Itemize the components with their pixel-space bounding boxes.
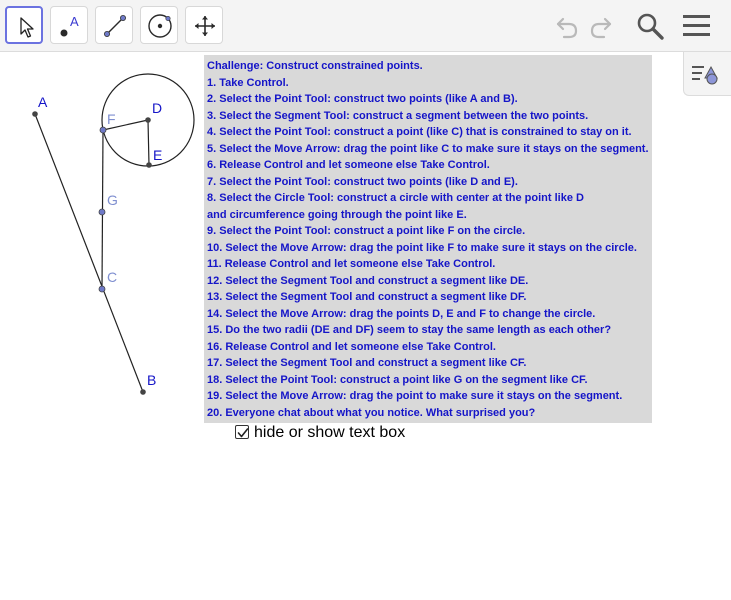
toggle-text-box-label[interactable]: hide or show text box xyxy=(254,424,406,441)
point-F[interactable] xyxy=(100,127,106,133)
segment-AB[interactable] xyxy=(35,114,143,392)
instruction-line: 16. Release Control and let someone else Take Control. xyxy=(207,340,496,353)
label-F: F xyxy=(107,111,116,127)
instruction-line: 12. Select the Segment Tool and construct a segment like DE. xyxy=(207,274,529,287)
instruction-line: 2. Select the Point Tool: construct two points (like A and B). xyxy=(207,93,518,105)
point-A[interactable] xyxy=(32,111,38,117)
instruction-line: 9. Select the Point Tool: construct a point like F on the circle. xyxy=(207,225,526,237)
instruction-line: 4. Select the Point Tool: construct a point (like C) that is constrained to stay on it. xyxy=(207,126,632,138)
point-tool-label: A xyxy=(70,14,79,29)
toggle-text-box-checkbox[interactable] xyxy=(235,425,249,439)
instruction-line: 1. Take Control. xyxy=(207,76,289,89)
instruction-line: 10. Select the Move Arrow: drag the point like F to make sure it stays on the circle. xyxy=(207,241,637,254)
segment-DE[interactable] xyxy=(148,120,149,165)
instructions-text-box[interactable] xyxy=(204,55,652,423)
point-C[interactable] xyxy=(99,286,105,292)
instruction-line: 15. Do the two radii (DE and DF) seem to stay the same length as each other? xyxy=(207,324,612,336)
label-C: C xyxy=(107,269,118,285)
point-E[interactable] xyxy=(146,162,152,168)
label-A: A xyxy=(38,94,48,110)
instruction-line: 18. Select the Point Tool: construct a point like G on the segment like CF. xyxy=(207,373,588,386)
instruction-line: 20. Everyone chat about what you notice. What surprised you? xyxy=(207,406,536,419)
instruction-line: 19. Select the Move Arrow: drag the point to make sure it stays on the segment. xyxy=(207,390,623,402)
instruction-line: 14. Select the Move Arrow: drag the points D, E and F to change the circle. xyxy=(207,307,596,320)
instruction-line: 6. Release Control and let someone else Take Control. xyxy=(207,159,490,171)
instruction-title: Challenge: Construct constrained points. xyxy=(207,60,423,72)
label-E: E xyxy=(153,147,163,163)
instruction-line: 7. Select the Point Tool: construct two points (like D and E). xyxy=(207,175,518,188)
label-G: G xyxy=(107,192,118,208)
point-B[interactable] xyxy=(140,389,146,395)
instruction-line: 5. Select the Move Arrow: drag the point like C to make sure it stays on the segment. xyxy=(207,142,649,155)
label-D: D xyxy=(152,100,163,116)
instruction-line: 13. Select the Segment Tool and construct a segment like DF. xyxy=(207,291,527,303)
instruction-line: 8. Select the Circle Tool: construct a circle with center at the point like D xyxy=(207,192,584,204)
instruction-line: 11. Release Control and let someone else Take Control. xyxy=(207,258,496,270)
point-D[interactable] xyxy=(145,117,151,123)
instruction-line: 17. Select the Segment Tool and construct a segment like CF. xyxy=(207,357,527,369)
label-B: B xyxy=(147,372,157,388)
instruction-line: 3. Select the Segment Tool: construct a segment between the two points. xyxy=(207,109,589,122)
checkmark-icon xyxy=(236,426,250,440)
point-G[interactable] xyxy=(99,209,105,215)
instruction-line: and circumference going through the point like E. xyxy=(207,208,467,221)
